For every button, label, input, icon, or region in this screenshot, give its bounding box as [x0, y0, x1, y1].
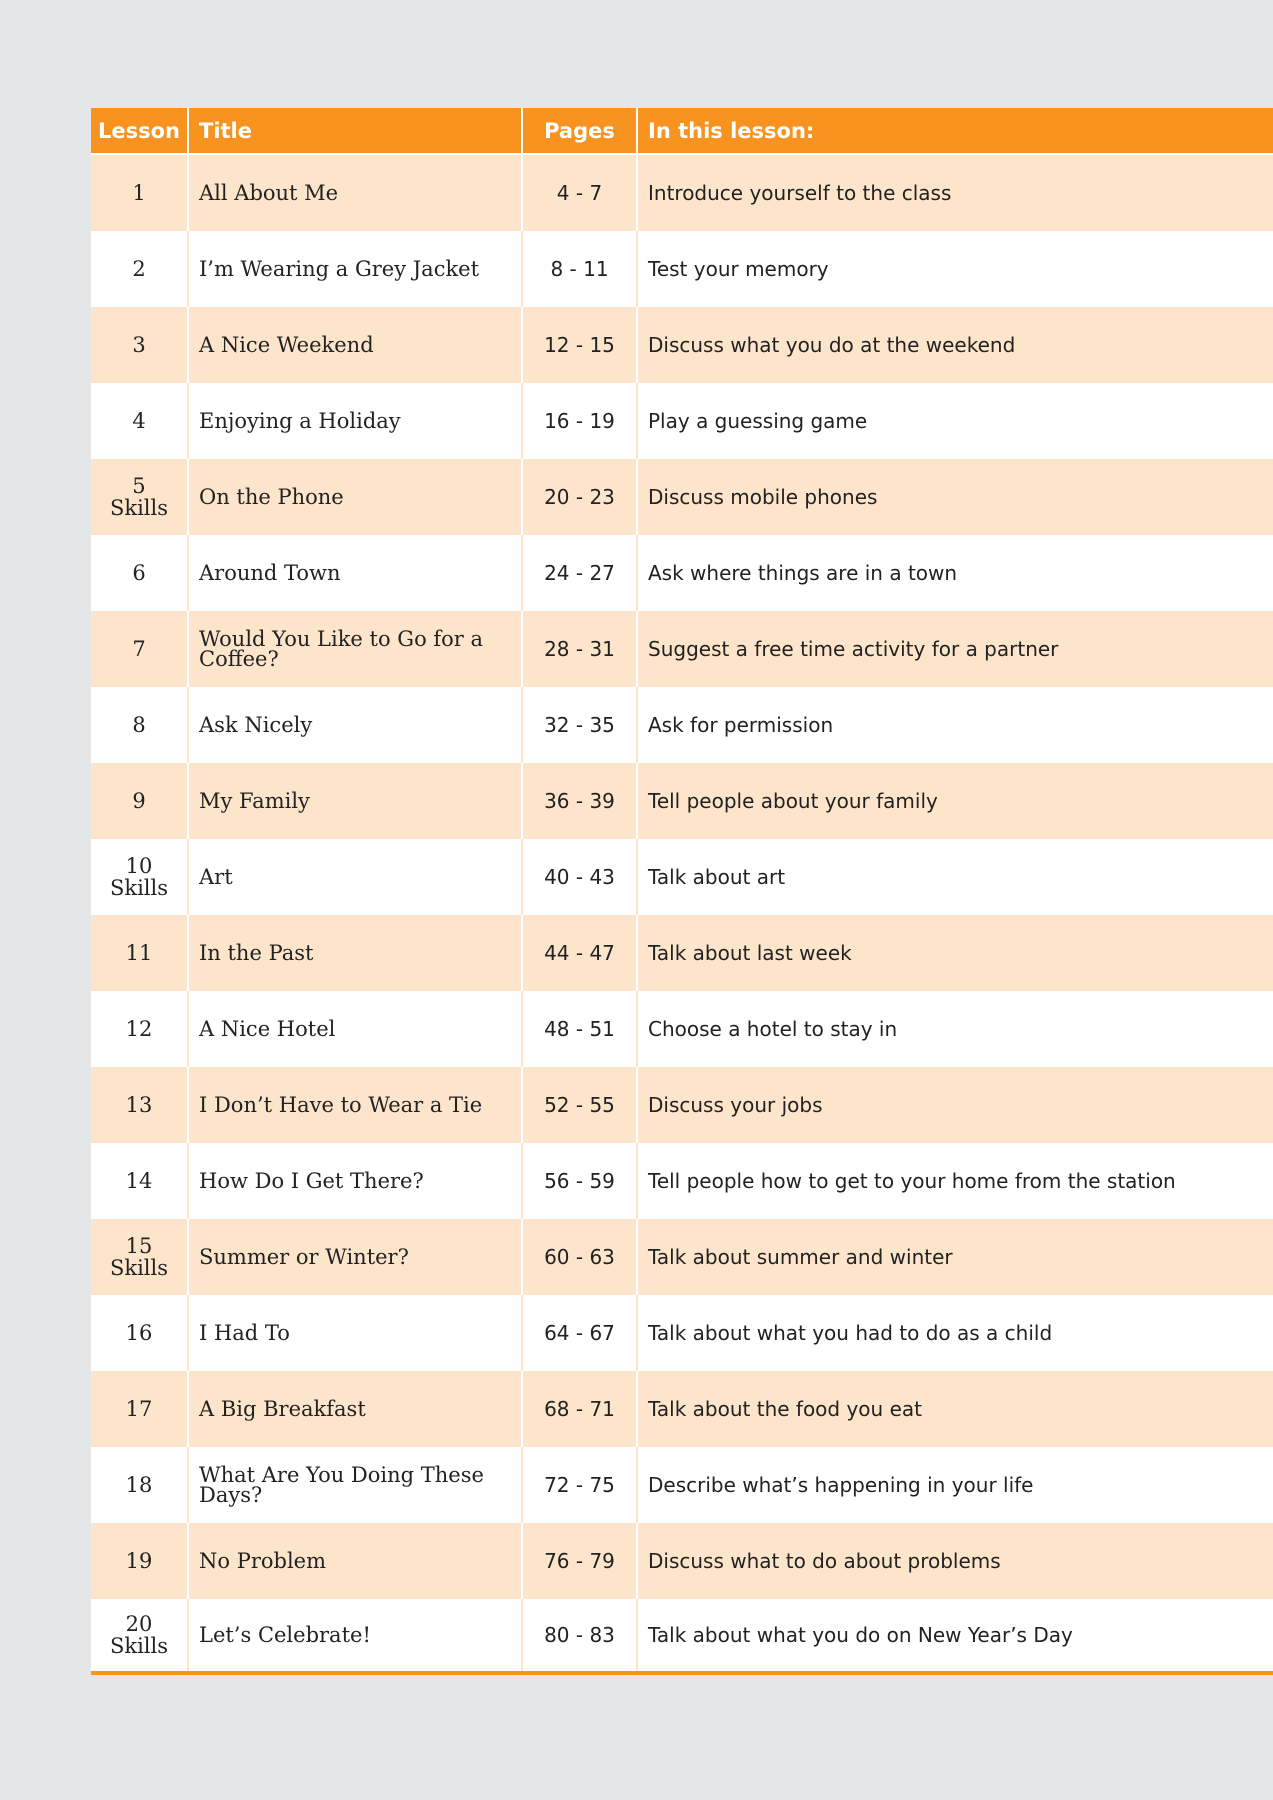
lesson-description: Talk about the food you eat [648, 1397, 922, 1421]
lesson-description: Talk about what you had to do as a child [648, 1321, 1053, 1345]
lesson-number-block [126, 1474, 153, 1496]
table-row [91, 1523, 1273, 1599]
lesson-title: Summer or Winter? [199, 1245, 409, 1269]
lesson-number: 17 [125, 1397, 153, 1421]
lesson-number-block [132, 182, 145, 204]
lesson-pages: 68 - 71 [544, 1397, 615, 1421]
lesson-description: Talk about summer and winter [648, 1245, 953, 1269]
table-row [91, 687, 1273, 763]
description-cell [638, 839, 1273, 915]
lesson-cell [91, 763, 189, 839]
lesson-cell [91, 611, 189, 687]
lesson-description: Ask where things are in a town [648, 561, 958, 585]
description-cell [638, 915, 1273, 991]
pages-cell [523, 383, 638, 459]
title-cell [189, 1447, 523, 1523]
table-row [91, 839, 1273, 915]
lesson-pages: 36 - 39 [544, 789, 615, 813]
lesson-number: 19 [125, 1549, 153, 1573]
pages-cell [523, 1371, 638, 1447]
lesson-description: Describe what’s happening in your life [648, 1473, 1034, 1497]
pages-cell [523, 1295, 638, 1371]
table-row [91, 1219, 1273, 1295]
table-row [91, 535, 1273, 611]
description-cell [638, 1599, 1273, 1671]
lesson-number: 1 [132, 181, 146, 205]
lesson-description: Talk about last week [648, 941, 852, 965]
description-cell [638, 1067, 1273, 1143]
table-row [91, 915, 1273, 991]
lesson-cell [91, 231, 189, 307]
description-cell [638, 991, 1273, 1067]
lesson-pages: 8 - 11 [550, 257, 609, 281]
table-row [91, 307, 1273, 383]
title-cell [189, 1143, 523, 1219]
table-row [91, 991, 1273, 1067]
lesson-cell [91, 1371, 189, 1447]
title-cell [189, 1371, 523, 1447]
lesson-number: 2 [132, 257, 146, 281]
lesson-number-block [126, 1018, 153, 1040]
lesson-number-block [132, 638, 145, 660]
lesson-description: Tell people about your family [648, 789, 938, 813]
lesson-number-block [132, 410, 145, 432]
description-cell [638, 155, 1273, 231]
description-cell [638, 1219, 1273, 1295]
lesson-number-block [110, 475, 168, 519]
header-in-this-lesson: In this lesson: [648, 118, 815, 143]
lesson-cell [91, 991, 189, 1067]
lesson-cell [91, 1599, 189, 1671]
pages-cell [523, 839, 638, 915]
lesson-description: Test your memory [648, 257, 829, 281]
lesson-pages: 24 - 27 [544, 561, 615, 585]
table-row [91, 1295, 1273, 1371]
description-cell [638, 687, 1273, 763]
lesson-title: I Had To [199, 1321, 290, 1345]
table-row [91, 459, 1273, 535]
table-row [91, 155, 1273, 231]
lesson-cell [91, 535, 189, 611]
lesson-title: Around Town [199, 561, 341, 585]
lesson-number: 15 [125, 1234, 153, 1258]
description-cell [638, 459, 1273, 535]
lesson-number: 18 [125, 1473, 153, 1497]
header-title: Title [189, 108, 523, 153]
table-row [91, 383, 1273, 459]
lesson-title: Let’s Celebrate! [199, 1623, 371, 1647]
lesson-cell [91, 1067, 189, 1143]
title-cell [189, 687, 523, 763]
title-cell [189, 1523, 523, 1599]
lesson-cell [91, 459, 189, 535]
lesson-number-block [110, 1613, 168, 1657]
lesson-number: 5 [132, 474, 146, 498]
lesson-title: A Nice Hotel [199, 1017, 336, 1041]
lesson-pages: 72 - 75 [544, 1473, 615, 1497]
lesson-cell [91, 307, 189, 383]
lesson-number-block [126, 1322, 153, 1344]
lesson-title: My Family [199, 789, 310, 813]
lesson-number-block [110, 1235, 168, 1279]
skills-label: Skills [109, 496, 169, 520]
lesson-pages: 28 - 31 [544, 637, 615, 661]
lesson-description: Play a guessing game [648, 409, 868, 433]
lesson-number-block [126, 1170, 153, 1192]
lesson-pages: 48 - 51 [544, 1017, 615, 1041]
pages-cell [523, 915, 638, 991]
description-cell [638, 611, 1273, 687]
title-cell [189, 1067, 523, 1143]
lesson-number: 7 [132, 637, 146, 661]
table-row [91, 1067, 1273, 1143]
lesson-pages: 16 - 19 [544, 409, 615, 433]
table-row [91, 611, 1273, 687]
lesson-number: 3 [132, 333, 146, 357]
header-lesson: Lesson [91, 108, 189, 153]
lesson-title: Art [199, 865, 233, 889]
lesson-pages: 40 - 43 [544, 865, 615, 889]
lesson-number-block [132, 714, 145, 736]
lesson-description: Introduce yourself to the class [648, 181, 952, 205]
lesson-title: A Big Breakfast [199, 1397, 366, 1421]
lesson-pages: 12 - 15 [544, 333, 615, 357]
lesson-number-block [132, 334, 145, 356]
lesson-title: Would You Like to Go for a Coffee? [199, 627, 484, 671]
description-cell [638, 1371, 1273, 1447]
lesson-description: Talk about art [648, 865, 786, 889]
skills-label: Skills [109, 1256, 169, 1280]
lesson-number: 4 [132, 409, 146, 433]
table-header [91, 108, 1273, 155]
lesson-number: 20 [125, 1612, 153, 1636]
lesson-number-block [132, 790, 145, 812]
title-cell [189, 915, 523, 991]
pages-cell [523, 535, 638, 611]
lesson-number: 8 [132, 713, 146, 737]
lesson-description: Suggest a free time activity for a partner [648, 637, 1059, 661]
lesson-description: Choose a hotel to stay in [648, 1017, 898, 1041]
lesson-number: 9 [132, 789, 146, 813]
lesson-number-block [126, 1094, 153, 1116]
lesson-pages: 76 - 79 [544, 1549, 615, 1573]
lesson-number: 13 [125, 1093, 153, 1117]
title-cell [189, 231, 523, 307]
pages-cell [523, 763, 638, 839]
lesson-cell [91, 155, 189, 231]
title-cell [189, 839, 523, 915]
pages-cell [523, 991, 638, 1067]
lesson-title: A Nice Weekend [199, 333, 374, 357]
lesson-title: I’m Wearing a Grey Jacket [199, 257, 480, 281]
lesson-title: Ask Nicely [199, 713, 313, 737]
description-cell [638, 763, 1273, 839]
description-cell [638, 383, 1273, 459]
pages-cell [523, 687, 638, 763]
pages-cell [523, 1523, 638, 1599]
table-row [91, 1143, 1273, 1219]
lesson-number: 6 [132, 561, 146, 585]
lesson-pages: 44 - 47 [544, 941, 615, 965]
title-cell [189, 155, 523, 231]
lesson-title: Enjoying a Holiday [199, 409, 401, 433]
lesson-pages: 80 - 83 [544, 1623, 615, 1647]
skills-label: Skills [109, 1634, 169, 1658]
table-body [91, 155, 1273, 1675]
lesson-pages: 4 - 7 [556, 181, 603, 205]
lesson-title: All About Me [199, 181, 339, 205]
lesson-cell [91, 1219, 189, 1295]
lesson-title: I Don’t Have to Wear a Tie [199, 1093, 483, 1117]
title-cell [189, 1219, 523, 1295]
table-row [91, 1447, 1273, 1523]
description-cell [638, 535, 1273, 611]
lesson-cell [91, 1143, 189, 1219]
lesson-cell [91, 1523, 189, 1599]
lesson-number: 14 [125, 1169, 153, 1193]
table-row [91, 763, 1273, 839]
header-pages: Pages [523, 108, 638, 153]
pages-cell [523, 459, 638, 535]
pages-cell [523, 611, 638, 687]
table-row [91, 231, 1273, 307]
lesson-description: Discuss your jobs [648, 1093, 823, 1117]
title-cell [189, 459, 523, 535]
lesson-number: 12 [125, 1017, 153, 1041]
title-cell [189, 991, 523, 1067]
skills-label: Skills [109, 876, 169, 900]
lesson-pages: 64 - 67 [544, 1321, 615, 1345]
lesson-pages: 52 - 55 [544, 1093, 615, 1117]
lesson-title: What Are You Doing These Days? [199, 1463, 484, 1507]
description-cell [638, 1295, 1273, 1371]
lesson-description: Ask for permission [648, 713, 834, 737]
pages-cell [523, 1447, 638, 1523]
description-cell [638, 1143, 1273, 1219]
table-row [91, 1599, 1273, 1675]
lesson-title: No Problem [199, 1549, 327, 1573]
lesson-number: 16 [125, 1321, 153, 1345]
lesson-description: Tell people how to get to your home from the station [648, 1169, 1176, 1193]
table-row [91, 1371, 1273, 1447]
title-cell [189, 1599, 523, 1671]
lesson-cell [91, 687, 189, 763]
lesson-pages: 32 - 35 [544, 713, 615, 737]
lesson-cell [91, 915, 189, 991]
lesson-description: Discuss mobile phones [648, 485, 878, 509]
lesson-table [91, 108, 1273, 1675]
pages-cell [523, 1067, 638, 1143]
pages-cell [523, 1219, 638, 1295]
pages-cell [523, 1143, 638, 1219]
description-cell [638, 1523, 1273, 1599]
lesson-number-block [132, 258, 145, 280]
pages-cell [523, 155, 638, 231]
lesson-cell [91, 839, 189, 915]
lesson-cell [91, 383, 189, 459]
lesson-number: 10 [125, 854, 153, 878]
title-cell [189, 1295, 523, 1371]
lesson-title: In the Past [199, 941, 314, 965]
lesson-number: 11 [125, 941, 153, 965]
title-cell [189, 383, 523, 459]
lesson-number-block [132, 562, 145, 584]
pages-cell [523, 1599, 638, 1671]
description-cell [638, 1447, 1273, 1523]
title-cell [189, 611, 523, 687]
title-cell [189, 535, 523, 611]
description-cell [638, 231, 1273, 307]
lesson-description: Discuss what to do about problems [648, 1549, 1001, 1573]
lesson-number-block [126, 942, 153, 964]
lesson-title: On the Phone [199, 485, 344, 509]
lesson-description: Discuss what you do at the weekend [648, 333, 1016, 357]
lesson-cell [91, 1295, 189, 1371]
pages-cell [523, 307, 638, 383]
lesson-title: How Do I Get There? [199, 1169, 424, 1193]
lesson-pages: 20 - 23 [544, 485, 615, 509]
lesson-pages: 56 - 59 [544, 1169, 615, 1193]
title-cell [189, 307, 523, 383]
lesson-number-block [126, 1550, 153, 1572]
lesson-number-block [110, 855, 168, 899]
lesson-description: Talk about what you do on New Year’s Day [648, 1623, 1073, 1647]
lesson-pages: 60 - 63 [544, 1245, 615, 1269]
lesson-cell [91, 1447, 189, 1523]
description-cell [638, 307, 1273, 383]
pages-cell [523, 231, 638, 307]
lesson-number-block [126, 1398, 153, 1420]
title-cell [189, 763, 523, 839]
